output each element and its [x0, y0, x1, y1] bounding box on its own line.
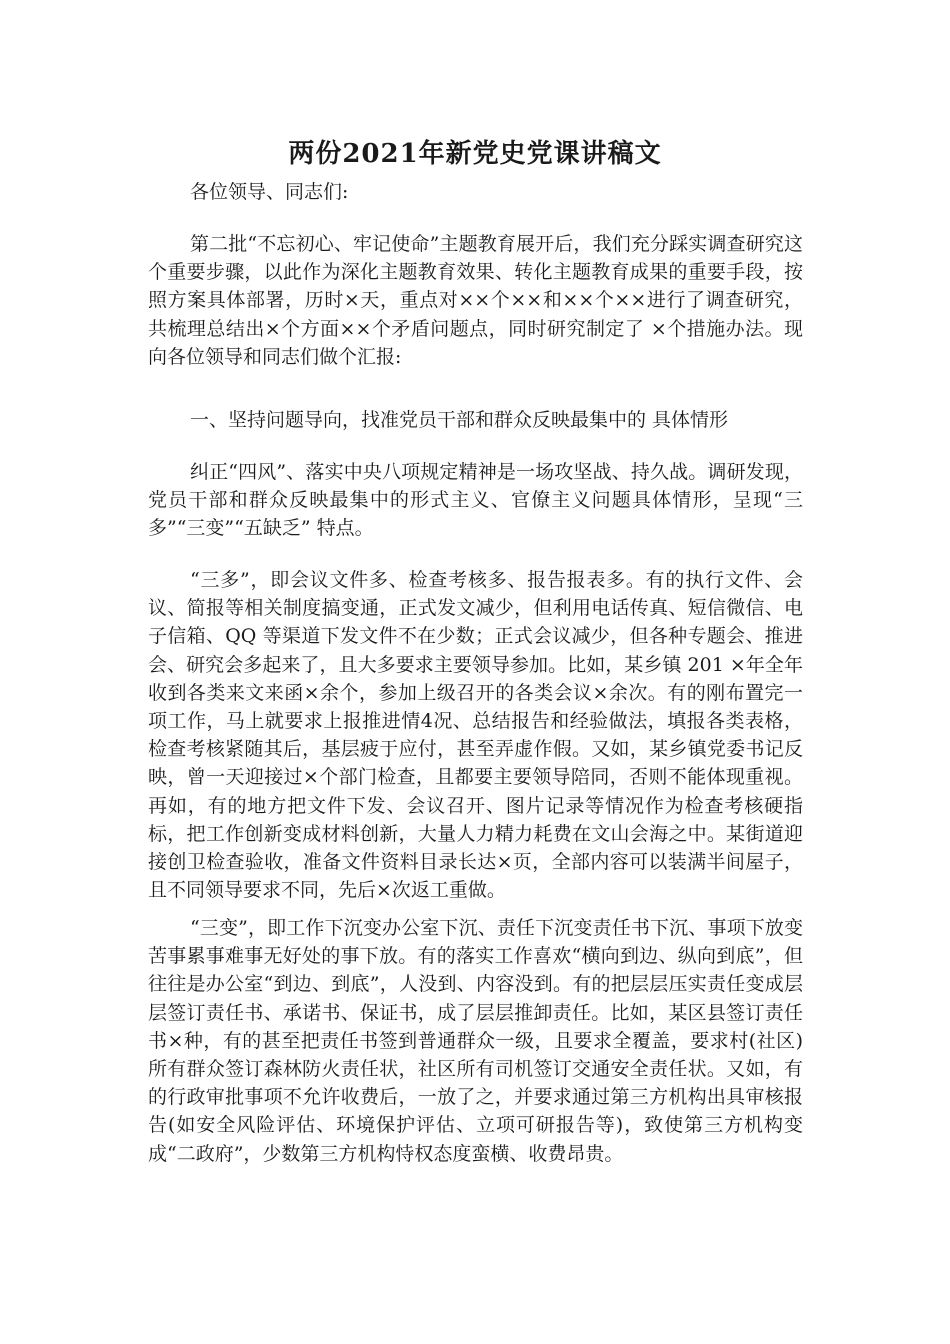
salutation: 各位领导、同志们:	[190, 181, 349, 203]
section-heading-1: 一、坚持问题导向，找准党员干部和群众反映最集中的 具体情形	[190, 409, 729, 431]
paragraph-three-many: “三多”，即会议文件多、检查考核多、报告报表多。有的执行文件、会议、简报等相关制度搞变通，正式发文减少，但利用电话传真、短信微信、电子信箱、QQ 等渠道下发文件不在少数；正式会议减少，但各种专题会、推进会、研究会多起来了，且大多要求主要领导参加。比如，某乡镇 201 ×年全年收到各类来文来函×余个，参加上级召开的各类会议×余次。有的刚布置完一项工作，马上就要求上报推进情4况、总结报告和经验做法，填报各类表格，检查考核紧随其后，基层疲于应付，甚至弄虚作假。又如，某乡镇党委书记反映，曾一天迎接过×个部门检查，且都要主要领导陪同，否则不能体现重视。再如，有的地方把文件下发、会议召开、图片记录等情况作为检查考核硬指标，把工作创新变成材料创新，大量人力精力耗费在文山会海之中。某街道迎接创卫检查验收，准备文件资料目录长达×页，全部内容可以装满半间屋子，且不同领导要求不同，先后×次返工重做。	[148, 569, 803, 902]
paragraph-four-styles: 纠正“四风”、落实中央八项规定精神是一场攻坚战、持久战。调研发现，党员干部和群众反映最集中的形式主义、官僚主义问题具体情形，呈现“三多”“三变”“五缺乏” 特点。	[148, 461, 803, 540]
paragraph-three-changes: “三变”，即工作下沉变办公室下沉、责任下沉变责任书下沉、事项下放变苦事累事难事无好处的事下放。有的落实工作喜欢“横向到边、纵向到底”，但往往是办公室“到边、到底”，人没到、内容没到。有的把层层压实责任变成层层签订责任书、承诺书、保证书，成了层层推卸责任。比如，某区县签订责任书×种，有的甚至把责任书签到普通群众一级，且要求全覆盖，要求村(社区)所有群众签订森林防火责任状，社区所有司机签订交通安全责任状。又如，有的行政审批事项不允许收费后，一放了之，并要求通过第三方机构出具审核报告(如安全风险评估、环境保护评估、立项可研报告等)，致使第三方机构变成“二政府”，少数第三方机构恃权态度蛮横、收费昂贵。	[148, 917, 803, 1165]
document-title: 两份2021年新党史党课讲稿文	[288, 139, 662, 169]
paragraph-intro: 第二批“不忘初心、牢记使命”主题教育展开后，我们充分踩实调查研究这个重要步骤，以此作为深化主题教育效果、转化主题教育成果的重要手段，按照方案具体部署，历时×天，重点对××个××和××个××进行了调查研究，共梳理总结出×个方面××个矛盾问题点，同时研究制定了 ×个措施办法。现向各位领导和同志们做个汇报:	[148, 233, 803, 368]
